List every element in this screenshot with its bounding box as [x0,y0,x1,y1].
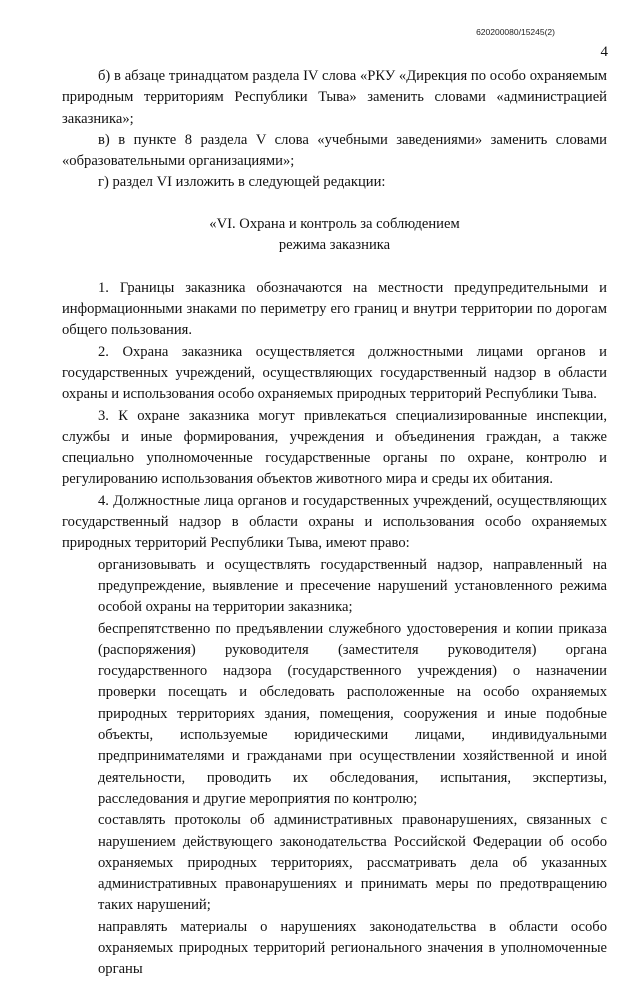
list-item: беспрепятственно по предъявлении служебного удостоверения и копии приказа (распоряжения) руководителя (заместителя руководителя) органа государственного надзора (государственного учреждения) о назначении проверки посещать и обследовать расположенные на особо охраняемых природных территориях здания, помещения, сооружения и иные подобные объекты, используемые юридическими лицами, индивидуальными предпринимателями и гражданами при осуществлении хозяйственной и иной деятельности, проводить их обследования, испытания, экспертизы, расследования и другие мероприятия по контролю; [98,620,607,807]
list-item: организовывать и осуществлять государственный надзор, направленный на предупреждение, выявление и пресечение нарушений установленного режима особой охраны на территории заказника; [98,556,607,616]
paragraph: г) раздел VI изложить в следующей редакции: [98,174,386,191]
page-number: 4 [600,44,608,60]
document-body [62,66,607,981]
list-item: направлять материалы о нарушениях законодательства в области особо охраняемых природных территорий регионального значения в уполномоченные органы [98,918,607,978]
document-id: 620200080/15245(2) [476,27,555,37]
paragraph: 2. Охрана заказника осуществляется должностными лицами органов и государственных учреждений, осуществляющих государственный надзор в области охраны и использования особо охраняемых природных территорий Республики Тыва. [62,343,607,403]
list-item: составлять протоколы об административных правонарушениях, связанных с нарушением действующего законодательства Российской Федерации об особо охраняемых природных территориях, рассматривать дела об указанных административных правонарушениях и принимать меры по предотвращению таких нарушений; [98,812,607,914]
section-heading [62,214,607,256]
paragraph: б) в абзаце тринадцатом раздела IV слова «РКУ «Дирекция по особо охраняемым природным территориям Республики Тыва» заменить словами «администрацией заказника»; [62,68,607,127]
paragraph: 1. Границы заказника обозначаются на местности предупредительными и информационными знаками по периметру его границ и внутри территории по дорогам общего пользования. [62,279,607,339]
section-heading-line: режима заказника [278,236,391,253]
paragraph: в) в пункте 8 раздела V слова «учебными заведениями» заменить словами «образовательными организациями»; [62,131,607,170]
section-heading-line: «VI. Охрана и контроль за соблюдением [209,215,460,232]
paragraph: 3. К охране заказника могут привлекаться специализированные инспекции, службы и иные формирования, учреждения и объединения граждан, а также специально уполномоченные государственные органы по охране, контролю и регулированию использования объектов животного мира и среды их обитания. [62,407,607,488]
paragraph: 4. Должностные лица органов и государственных учреждений, осуществляющих государственный надзор в области охраны и использования особо охраняемых природных территорий Республики Тыва, имеют право: [62,492,607,552]
